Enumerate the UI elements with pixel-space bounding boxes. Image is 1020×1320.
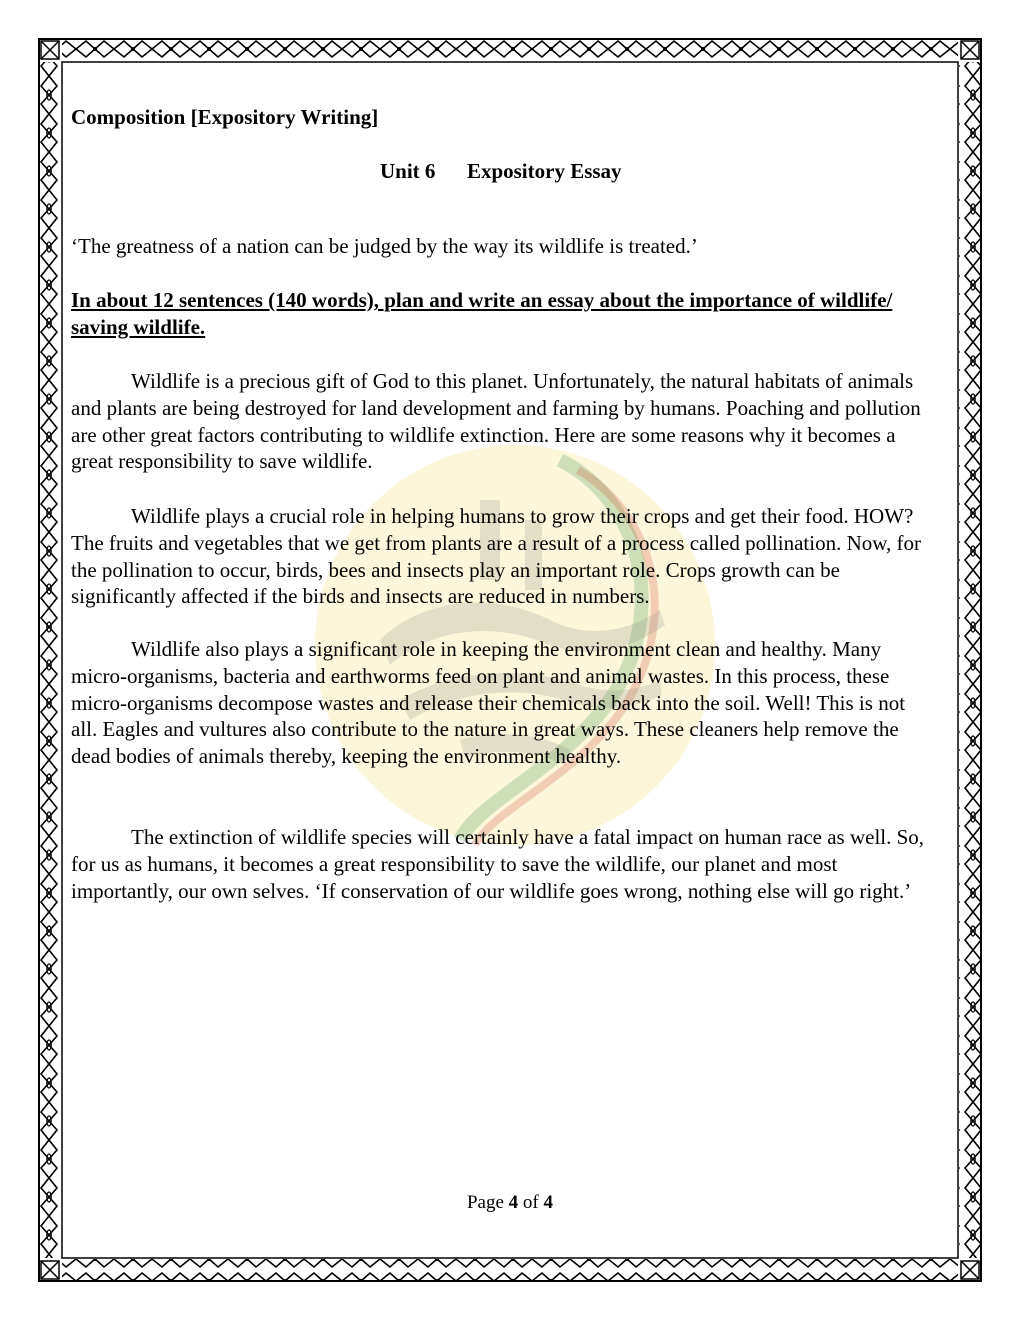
paragraph-text: Wildlife is a precious gift of God to this planet. Unfortunately, the natural habitats of animals and plants are being destroyed for land development and farming by humans. Poaching and pollution are other great factors contributing to wildlife extinction. Here are some reasons why it becomes a great responsibility to save wildlife. <box>71 369 921 474</box>
footer-current-page: 4 <box>508 1192 519 1213</box>
unit-label: Unit 6 <box>380 159 436 183</box>
paragraph-text: Wildlife also plays a significant role in keeping the environment clean and healthy. Many micro-organisms, bacteria and earthworms feed on plant and animal wastes. In this process, these micro-organisms decompose wastes and release their chemicals back into the soil. Well! This is not all. Eagles and vultures also contribute to the nature in great ways. These cleaners help remove the dead bodies of animals thereby, keeping the environment healthy. <box>71 637 906 769</box>
essay-paragraph-3 <box>71 636 929 770</box>
essay-paragraph-2 <box>71 503 929 610</box>
task-instruction: In about 12 sentences (140 words), plan and write an essay about the importance of wildlife/ saving wildlife. <box>71 288 893 339</box>
paragraph-text: Wildlife plays a crucial role in helping humans to grow their crops and get their food. HOW? The fruits and vegetables that we get from plants are a result of a process called pollination. Now, for the pollination to occur, birds, bees and insects play an important role. Crops growth can be significantly affected if the birds and insects are reduced in numbers. <box>71 504 922 609</box>
opening-quote: ‘The greatness of a nation can be judged by the way its wildlife is treated.’ <box>71 234 698 258</box>
essay-paragraph-1 <box>71 368 929 475</box>
footer-prefix: Page <box>466 1192 504 1213</box>
essay-paragraph-4 <box>71 824 929 904</box>
unit-title: Expository Essay <box>466 159 622 183</box>
page-footer <box>0 1192 1020 1214</box>
footer-total-pages: 4 <box>543 1192 553 1213</box>
paragraph-text: The extinction of wildlife species will certainly have a fatal impact on human race as well. So, for us as humans, it becomes a great responsibility to save the wildlife, our planet and most importantly, our own selves. ‘If conservation of our wildlife goes wrong, nothing else will go right.’ <box>71 825 925 903</box>
unit-title-line <box>380 159 622 184</box>
page-heading: Composition [Expository Writing] <box>71 105 379 129</box>
footer-of: of <box>522 1192 539 1213</box>
